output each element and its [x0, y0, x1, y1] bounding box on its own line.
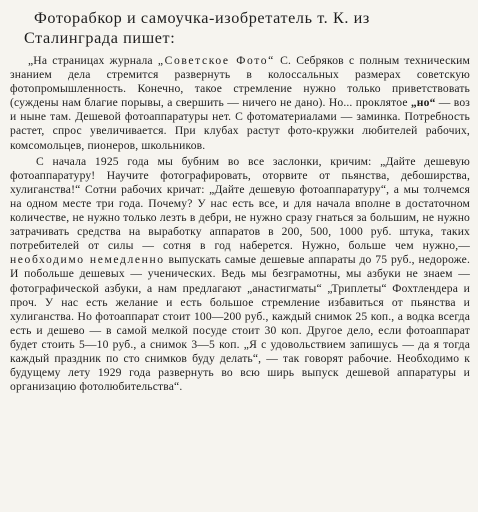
paragraph-1-segment: „На страницах журнала: [28, 54, 158, 67]
paragraph-1-emphasis: „но“: [410, 96, 436, 110]
paragraph-1: [10, 54, 470, 153]
paragraph-1-segment: — воз и ныне там. Дешевой фотоаппаратуры нет. С фотоматериалами — заминка. Потребность растет, спрос увеличивается. При клубах растут фото-кружки любителей рабочих, комсомольцев, пионеров, школьников.: [10, 96, 470, 152]
paragraph-2-segment: С начала 1925 года мы бубним во все заслонки, кричим: „Дайте дешевую фотоаппаратуру! Научите фотографировать, оторвите от пьянства, дебоширства, хулиганства!“ Сотни рабочих кричат: „Дайте дешевую фотоаппаратуру“, а мы толчемся на одном месте три года. Почему? У нас есть все, и для начала вполне в достаточном количестве, не нужно только лезть в дебри, не нужно сразу гнаться за большим, не нужно затрачивать средства на выработку аппаратов в 200, 500, 1000 руб. штука, таких потребителей от силы — сотня в год наберется. Нужно, больше чем нужно,—: [10, 154, 470, 253]
heading-line-1: Фоторабкор и самоучка-изобретатель т. К. из: [34, 9, 370, 27]
paragraph-2-emphasis: необходимо немедленно: [10, 253, 165, 267]
paragraph-1-segment: С. Себряков с полным техническим знанием дела стремится развернуть в колоссальных размерах советскую фотопромышленность. Конечно, такое стремление нужно только приветствовать (суждены нам благие порывы, а свершить — ничего не дано). Но... проклятое: [10, 54, 470, 110]
paragraph-2-segment: выпускать самые дешевые аппараты до 75 руб., недороже. И побольше дешевых — ученических. Ведь мы безграмотны, мы азбуки не знаем — фотографической азбуки, а нам предлагают „анастигматы“ „Триплеты“ Фохтлендера и проч. У нас есть желание и есть большое стремление избавиться от пьянства и хулиганства. Но фотоаппарат стоит 100—200 руб., каждый снимок 25 коп., а водка всегда есть и дешево — в самой мелкой посуде стоит 30 коп. Другое дело, если фотоаппарат будет стоить 5—10 руб., а снимок 3—5 коп. „Я с удовольствием запишусь — да я тогда каждый праздник по сто снимков буду делать“, — так говорят рабочие. Необходимо к будущему лету 1929 года развернуть во всю ширь выпуск дешевой аппаратуры и организацию фотолюбительства“.: [10, 253, 470, 394]
paragraph-2: [10, 155, 470, 395]
paragraph-1-magazine-title: „Советское Фото“: [157, 54, 275, 67]
article-heading: [10, 8, 470, 48]
heading-line-2: Сталинграда пишет:: [24, 29, 176, 47]
